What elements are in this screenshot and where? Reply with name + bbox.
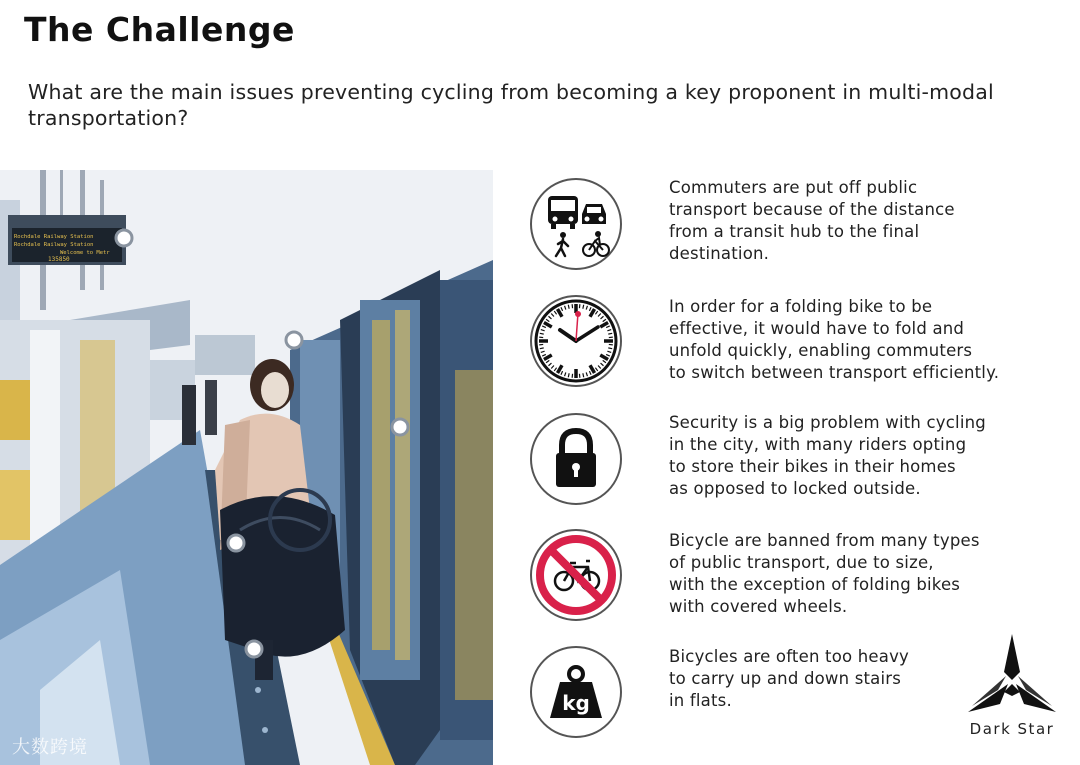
slide-question: What are the main issues preventing cycling from becoming a key proponent in multi-modal transportation? <box>28 80 994 130</box>
clock-tick <box>540 333 544 334</box>
issue-text-banned: Bicycle are banned from many types of public transport, due to size, with the exception of folding bikes with covered wheels. <box>669 531 980 616</box>
clock-tick <box>583 373 584 377</box>
weight-label: kg <box>562 691 590 715</box>
clock-tick <box>608 348 612 349</box>
watermark: 大数跨境 <box>12 737 88 758</box>
clock-tick <box>608 333 612 334</box>
issue-text-weight: Bicycles are often too heavy to carry up and down stairs in flats. <box>669 647 910 710</box>
hotspot-marker[interactable] <box>246 641 262 657</box>
sign-line-2: Rochdale Railway Station <box>14 242 94 248</box>
issue-text-folding: In order for a folding bike to be effective, it would have to fold and unfold quickly, enabling commuters to switch between transport efficiently. <box>669 297 1000 382</box>
hotspot-marker[interactable] <box>116 230 132 246</box>
hotspot-marker[interactable] <box>286 332 302 348</box>
clock-tick <box>568 373 569 377</box>
padlock-icon <box>530 413 622 505</box>
commuter-tram-photo <box>0 170 493 765</box>
clock-tick <box>568 305 569 309</box>
issue-text-security: Security is a big problem with cycling in the city, with many riders opting to store their bikes in their homes as opposed to locked outside. <box>669 413 986 498</box>
sign-time: 135850 <box>48 256 70 263</box>
weight-kg-icon <box>530 646 622 738</box>
hotspot-marker[interactable] <box>228 535 244 551</box>
no-bicycles-icon <box>530 529 622 621</box>
dark-star-logo-mark <box>964 632 1060 718</box>
dark-star-logo <box>960 632 1064 738</box>
logo-text: Dark Star <box>969 720 1055 738</box>
sign-line-1: Rochdale Railway Station <box>14 234 94 240</box>
hotspot-marker[interactable] <box>392 419 408 435</box>
clock-tick <box>540 348 544 349</box>
slide-title: The Challenge <box>24 10 295 49</box>
sign-line-3: Welcome to Metr <box>60 250 110 256</box>
issue-text-distance: Commuters are put off public transport because of the distance from a transit hub to the final destination. <box>669 178 955 263</box>
clock-tick <box>583 305 584 309</box>
clock-icon <box>530 295 622 387</box>
transport-modes-icon <box>530 178 622 270</box>
